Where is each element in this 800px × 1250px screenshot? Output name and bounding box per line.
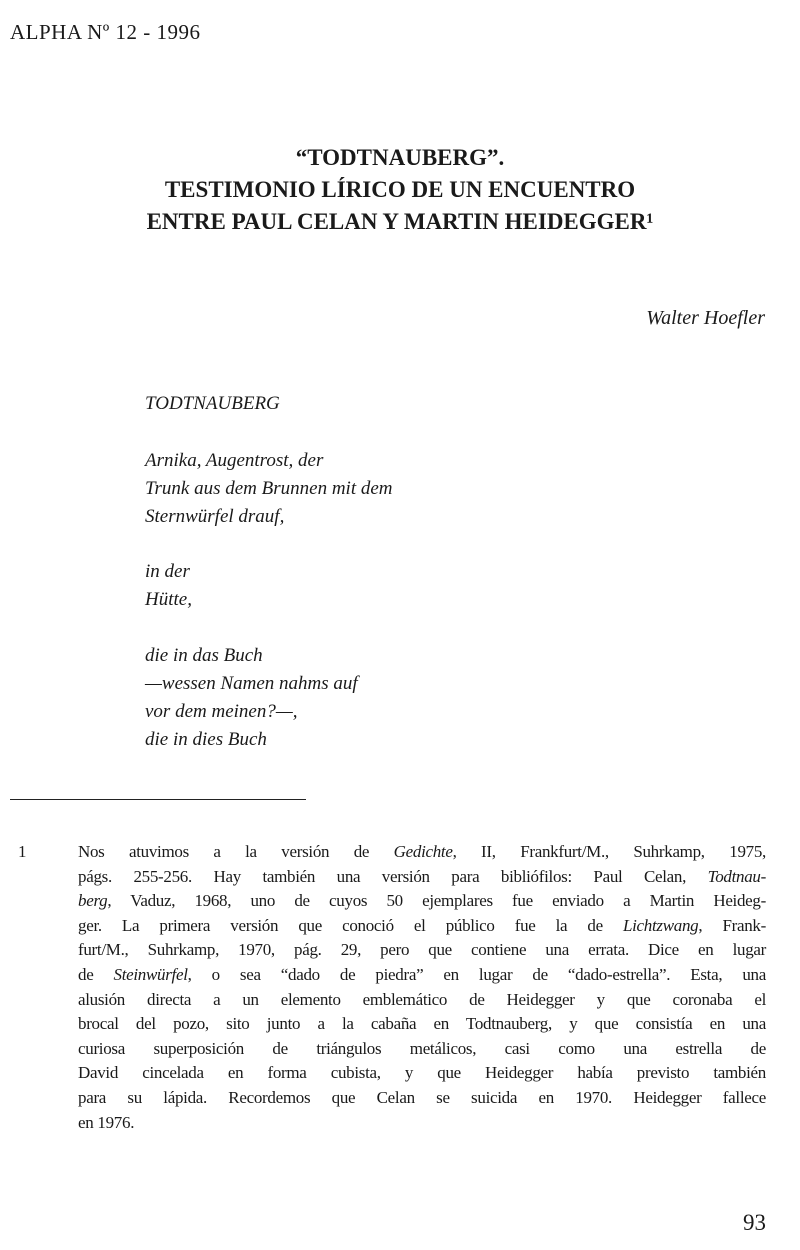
poem-line: die in das Buch [145, 645, 263, 666]
poem-line: in der [145, 561, 190, 582]
footnote-line [78, 867, 766, 887]
poem-line: die in dies Buch [145, 729, 267, 750]
footnote-line [78, 940, 766, 960]
poem-line: Sternwürfel drauf, [145, 506, 285, 527]
footnote-text-segment: , Frank- [698, 915, 766, 935]
footnote-text-segment: , II, Frankfurt/M., Suhrkamp, 1975, [452, 842, 766, 861]
article-title-line-3: ENTRE PAUL CELAN Y MARTIN HEIDEGGER¹ [146, 209, 654, 234]
footnote-text-segment: alusión directa a un elemento emblemático de Heidegger y que coronaba el [78, 989, 766, 1009]
footnote-separator [10, 799, 306, 800]
footnote-text-segment: págs. 255-256. Hay también una versión para bibliófilos: Paul Celan, [78, 866, 708, 886]
footnote-text-segment: ger. La primera versión que conoció el público fue la de [78, 915, 623, 935]
footnote-text-segment: en 1976. [78, 1112, 135, 1132]
poem-line: Trunk aus dem Brunnen mit dem [145, 478, 393, 499]
footnote-italic-text: Steinwürfel [113, 965, 188, 984]
footnote-text-segment: para su lápida. Recordemos que Celan se suicida en 1970. Heidegger fallece [78, 1088, 766, 1107]
footnote-line [78, 842, 766, 862]
poem-line: Hütte, [145, 589, 192, 610]
author-name: Walter Hoefler [646, 307, 765, 329]
footnote-line [78, 891, 766, 911]
footnote-text-segment: de [78, 965, 114, 984]
footnote-italic-text: berg [78, 891, 108, 911]
poem-line: —wessen Namen nahms auf [145, 673, 358, 694]
poem-title: TODTNAUBERG [145, 393, 280, 414]
footnote-number: 1 [18, 842, 27, 861]
footnote-line [78, 1063, 766, 1083]
footnote-line [78, 1113, 766, 1133]
footnote-italic-text: Todtnau- [707, 866, 766, 886]
footnote-italic-text: Lichtzwang [622, 915, 699, 935]
footnote-text-segment: curiosa superposición de triángulos metálicos, casi como una estrella de [78, 1038, 766, 1058]
footnote-line [78, 1088, 766, 1108]
footnote-italic-text: Gedichte [393, 842, 453, 861]
article-title-line-1: “TODTNAUBERG”. [295, 145, 505, 170]
footnote-text-segment: brocal del pozo, sito junto a la cabaña en Todtnauberg, y que consistía en una [78, 1014, 766, 1034]
poem-line: vor dem meinen?—, [145, 701, 298, 722]
footnote-line [78, 965, 766, 985]
page-number: 93 [743, 1210, 766, 1235]
footnote-line [78, 990, 766, 1010]
footnote-line [78, 916, 766, 936]
journal-header: ALPHA Nº 12 - 1996 [10, 20, 201, 44]
footnote-text-segment: Nos atuvimos a la versión de [78, 842, 394, 861]
footnote-line [78, 1014, 766, 1034]
footnote-text-segment: furt/M., Suhrkamp, 1970, pág. 29, pero que contiene una errata. Dice en lugar [78, 940, 766, 960]
poem-line: Arnika, Augentrost, der [145, 450, 324, 471]
article-title-line-2: TESTIMONIO LÍRICO DE UN ENCUENTRO [164, 177, 636, 202]
footnote-line [78, 1039, 766, 1059]
footnote-text-segment: , o sea “dado de piedra” en lugar de “dado-estrella”. Esta, una [187, 965, 766, 984]
footnote-text-segment: , Vaduz, 1968, uno de cuyos 50 ejemplares fue enviado a Martin Heideg- [107, 891, 766, 911]
footnote-text-segment: David cincelada en forma cubista, y que Heidegger había previsto también [78, 1063, 766, 1083]
